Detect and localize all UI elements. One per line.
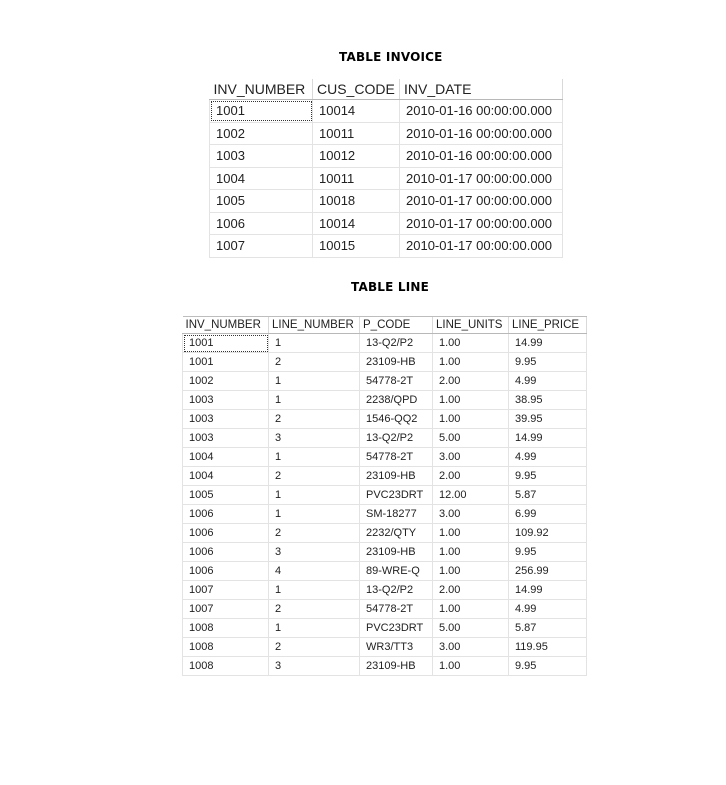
table-cell[interactable]: 2010-01-16 00:00:00.000: [400, 145, 563, 168]
table-row[interactable]: [183, 334, 587, 353]
table-cell[interactable]: 3: [269, 429, 360, 448]
table-cell[interactable]: 2: [269, 638, 360, 657]
table-cell[interactable]: 1004: [183, 448, 269, 467]
table-cell[interactable]: 1006: [183, 524, 269, 543]
table-cell[interactable]: 1006: [210, 212, 313, 235]
table-cell[interactable]: 1.00: [433, 524, 509, 543]
table-cell[interactable]: 119.95: [509, 638, 587, 657]
table-row[interactable]: [183, 410, 587, 429]
table-cell[interactable]: 23109-HB: [360, 543, 433, 562]
column-header[interactable]: CUS_CODE: [313, 79, 400, 100]
table-cell[interactable]: 1.00: [433, 657, 509, 676]
table-cell[interactable]: PVC23DRT: [360, 486, 433, 505]
table-cell[interactable]: 1.00: [433, 391, 509, 410]
table-cell[interactable]: 10015: [313, 235, 400, 258]
table-row[interactable]: [210, 235, 563, 258]
table-cell[interactable]: 1006: [183, 543, 269, 562]
table-cell[interactable]: 1: [269, 391, 360, 410]
table-cell[interactable]: 14.99: [509, 581, 587, 600]
table-cell[interactable]: 1006: [183, 505, 269, 524]
table-cell[interactable]: 1001: [183, 334, 269, 353]
table-cell[interactable]: 1.00: [433, 600, 509, 619]
table-cell[interactable]: 2: [269, 524, 360, 543]
table-cell[interactable]: 4.99: [509, 600, 587, 619]
table-cell[interactable]: 2: [269, 467, 360, 486]
table-cell[interactable]: 89-WRE-Q: [360, 562, 433, 581]
table-cell[interactable]: 109.92: [509, 524, 587, 543]
table-cell[interactable]: 2.00: [433, 581, 509, 600]
table-cell[interactable]: 2010-01-17 00:00:00.000: [400, 167, 563, 190]
table-cell[interactable]: 2: [269, 353, 360, 372]
table-cell[interactable]: 5.87: [509, 619, 587, 638]
table-row[interactable]: [210, 100, 563, 123]
invoice-table-title: TABLE INVOICE: [339, 50, 443, 64]
table-cell[interactable]: 3: [269, 657, 360, 676]
table-cell[interactable]: 1006: [183, 562, 269, 581]
table-row[interactable]: [183, 448, 587, 467]
table-cell[interactable]: 4.99: [509, 448, 587, 467]
table-row[interactable]: [210, 212, 563, 235]
line-table-title: TABLE LINE: [351, 280, 430, 294]
table-cell[interactable]: 1008: [183, 619, 269, 638]
table-cell[interactable]: 256.99: [509, 562, 587, 581]
table-cell[interactable]: 6.99: [509, 505, 587, 524]
table-cell[interactable]: 13-Q2/P2: [360, 581, 433, 600]
table-cell[interactable]: 54778-2T: [360, 600, 433, 619]
table-row[interactable]: [183, 353, 587, 372]
table-cell[interactable]: SM-18277: [360, 505, 433, 524]
table-row[interactable]: [183, 600, 587, 619]
table-row[interactable]: [183, 467, 587, 486]
table-cell[interactable]: 54778-2T: [360, 372, 433, 391]
table-cell[interactable]: 2: [269, 410, 360, 429]
table-cell[interactable]: 2: [269, 600, 360, 619]
table-row[interactable]: [183, 391, 587, 410]
column-header[interactable]: INV_DATE: [400, 79, 563, 100]
table-cell[interactable]: 1: [269, 448, 360, 467]
table-cell[interactable]: 1003: [183, 391, 269, 410]
table-row[interactable]: [210, 190, 563, 213]
table-cell[interactable]: PVC23DRT: [360, 619, 433, 638]
table-row[interactable]: [183, 581, 587, 600]
table-cell[interactable]: 1004: [210, 167, 313, 190]
table-cell[interactable]: 9.95: [509, 467, 587, 486]
table-cell[interactable]: 1.00: [433, 353, 509, 372]
table-cell[interactable]: 3.00: [433, 505, 509, 524]
table-cell[interactable]: 2232/QTY: [360, 524, 433, 543]
table-cell[interactable]: 1: [269, 334, 360, 353]
table-cell[interactable]: 1.00: [433, 410, 509, 429]
table-cell[interactable]: 1003: [210, 145, 313, 168]
table-cell[interactable]: 9.95: [509, 543, 587, 562]
table-cell[interactable]: 1003: [183, 429, 269, 448]
table-cell[interactable]: 5.00: [433, 619, 509, 638]
table-cell[interactable]: 10014: [313, 100, 400, 123]
table-cell[interactable]: 2.00: [433, 372, 509, 391]
table-row[interactable]: [183, 638, 587, 657]
line-header-row: [183, 317, 587, 334]
table-cell[interactable]: 12.00: [433, 486, 509, 505]
table-cell[interactable]: 5.00: [433, 429, 509, 448]
table-cell[interactable]: 1005: [210, 190, 313, 213]
table-cell[interactable]: 1007: [210, 235, 313, 258]
table-cell[interactable]: 1007: [183, 600, 269, 619]
table-row[interactable]: [183, 486, 587, 505]
table-cell[interactable]: 54778-2T: [360, 448, 433, 467]
table-cell[interactable]: 9.95: [509, 353, 587, 372]
table-cell[interactable]: 5.87: [509, 486, 587, 505]
table-row[interactable]: [210, 122, 563, 145]
table-cell[interactable]: 2010-01-16 00:00:00.000: [400, 122, 563, 145]
table-cell[interactable]: 2.00: [433, 467, 509, 486]
table-cell[interactable]: 1001: [210, 100, 313, 123]
table-cell[interactable]: 13-Q2/P2: [360, 429, 433, 448]
table-cell[interactable]: 10012: [313, 145, 400, 168]
table-cell[interactable]: 4.99: [509, 372, 587, 391]
table-cell[interactable]: 9.95: [509, 657, 587, 676]
table-cell[interactable]: 23109-HB: [360, 353, 433, 372]
table-cell[interactable]: 2010-01-17 00:00:00.000: [400, 235, 563, 258]
table-cell[interactable]: 10011: [313, 122, 400, 145]
table-cell[interactable]: 1: [269, 619, 360, 638]
table-cell[interactable]: 1: [269, 372, 360, 391]
table-row[interactable]: [183, 524, 587, 543]
invoice-table: [209, 79, 563, 258]
table-cell[interactable]: WR3/TT3: [360, 638, 433, 657]
table-cell[interactable]: 1.00: [433, 543, 509, 562]
table-cell[interactable]: 10014: [313, 212, 400, 235]
invoice-header-row: [210, 79, 563, 100]
table-cell[interactable]: 38.95: [509, 391, 587, 410]
column-header[interactable]: INV_NUMBER: [210, 79, 313, 100]
table-cell[interactable]: 13-Q2/P2: [360, 334, 433, 353]
line-table: [182, 314, 587, 676]
table-cell[interactable]: 1003: [183, 410, 269, 429]
table-row[interactable]: [183, 657, 587, 676]
table-cell[interactable]: 3: [269, 543, 360, 562]
table-cell[interactable]: 3.00: [433, 638, 509, 657]
table-cell[interactable]: 1001: [183, 353, 269, 372]
table-cell[interactable]: 1: [269, 505, 360, 524]
table-cell[interactable]: 1008: [183, 657, 269, 676]
table-cell[interactable]: 4: [269, 562, 360, 581]
table-cell[interactable]: 1004: [183, 467, 269, 486]
table-cell[interactable]: 1: [269, 486, 360, 505]
table-cell[interactable]: 1005: [183, 486, 269, 505]
table-cell[interactable]: 1: [269, 581, 360, 600]
table-cell[interactable]: 3.00: [433, 448, 509, 467]
table-cell[interactable]: 1546-QQ2: [360, 410, 433, 429]
table-cell[interactable]: 14.99: [509, 429, 587, 448]
table-row[interactable]: [183, 429, 587, 448]
table-row[interactable]: [183, 543, 587, 562]
table-cell[interactable]: 2010-01-17 00:00:00.000: [400, 190, 563, 213]
table-cell[interactable]: 10018: [313, 190, 400, 213]
table-cell[interactable]: 23109-HB: [360, 657, 433, 676]
table-cell[interactable]: 14.99: [509, 334, 587, 353]
table-cell[interactable]: 1.00: [433, 562, 509, 581]
table-row[interactable]: [210, 167, 563, 190]
table-cell[interactable]: 1.00: [433, 334, 509, 353]
table-cell[interactable]: 1007: [183, 581, 269, 600]
column-header[interactable]: LINE_UNITS: [433, 317, 509, 334]
table-row[interactable]: [210, 145, 563, 168]
table-row[interactable]: [183, 619, 587, 638]
column-header[interactable]: LINE_PRICE: [509, 317, 587, 334]
table-cell[interactable]: 23109-HB: [360, 467, 433, 486]
table-cell[interactable]: 39.95: [509, 410, 587, 429]
table-cell[interactable]: 10011: [313, 167, 400, 190]
table-row[interactable]: [183, 505, 587, 524]
table-cell[interactable]: 1002: [210, 122, 313, 145]
table-cell[interactable]: 1002: [183, 372, 269, 391]
table-row[interactable]: [183, 372, 587, 391]
table-cell[interactable]: 2238/QPD: [360, 391, 433, 410]
table-cell[interactable]: 1008: [183, 638, 269, 657]
column-header[interactable]: INV_NUMBER: [183, 317, 269, 334]
column-header[interactable]: P_CODE: [360, 317, 433, 334]
table-cell[interactable]: 2010-01-16 00:00:00.000: [400, 100, 563, 123]
column-header[interactable]: LINE_NUMBER: [269, 317, 360, 334]
table-row[interactable]: [183, 562, 587, 581]
table-cell[interactable]: 2010-01-17 00:00:00.000: [400, 212, 563, 235]
